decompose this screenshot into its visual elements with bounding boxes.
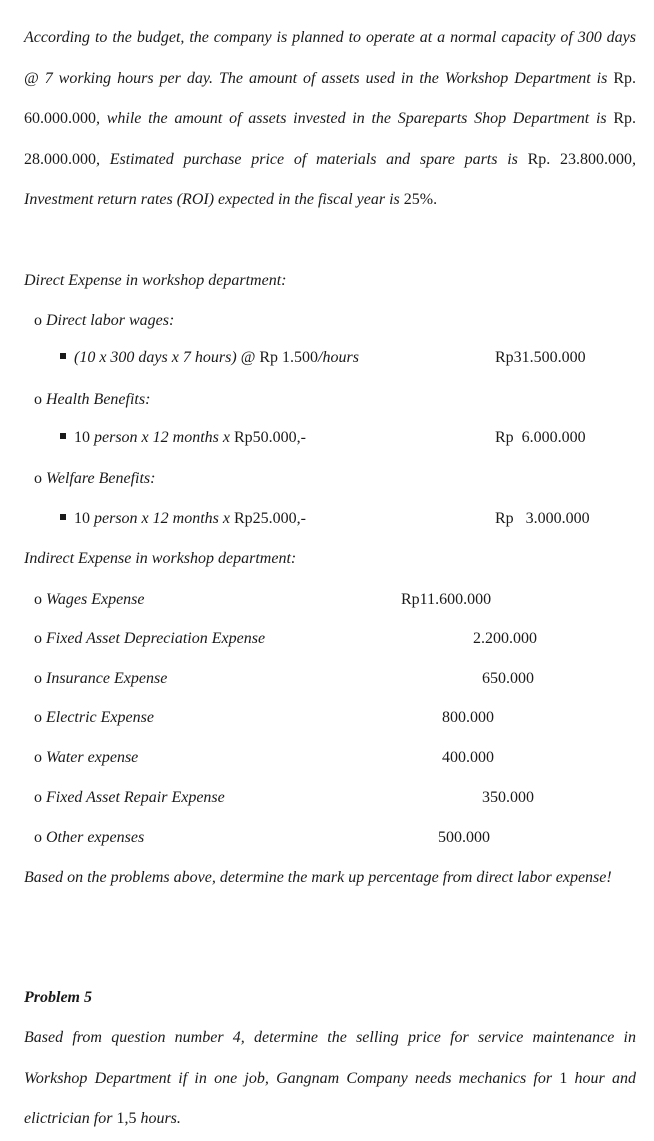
health-rate: Rp50.000,-	[233, 429, 306, 446]
problem-5-title: Problem 5	[24, 989, 92, 1006]
indirect-amount-insurance: 650.000	[482, 670, 534, 687]
welfare-count: 10	[74, 510, 94, 527]
indirect-item-label: Fixed Asset Depreciation Expense	[46, 630, 266, 647]
health-amount: Rp 6.000.000	[495, 429, 586, 446]
indirect-amount-depreciation: 2.200.000	[473, 630, 537, 647]
indirect-item-label: Other expenses	[46, 829, 145, 846]
problem-5-text-c: hours.	[136, 1110, 181, 1127]
direct-labor-item	[34, 311, 174, 331]
materials-price-value: Rp. 23.800.000	[527, 150, 633, 168]
direct-labor-calc	[60, 348, 359, 368]
circle-bullet-icon: o	[34, 312, 42, 329]
indirect-amount-water: 400.000	[442, 749, 494, 766]
circle-bullet-icon: o	[34, 789, 42, 806]
circle-bullet-icon: o	[34, 670, 42, 687]
problem-5-hour-2: 1,5	[116, 1110, 137, 1127]
health-calc-text: person x 12 months x	[94, 429, 234, 446]
indirect-item-label: Fixed Asset Repair Expense	[46, 789, 225, 806]
indirect-item-water	[34, 748, 138, 768]
health-benefits-item	[34, 390, 150, 410]
welfare-benefits-calc	[60, 509, 306, 529]
indirect-item-label: Insurance Expense	[46, 670, 168, 687]
square-bullet-icon	[60, 514, 66, 520]
indirect-item-wages	[34, 590, 145, 610]
question-4-text: Based on the problems above, determine the mark up percentage from direct labor expense!	[24, 869, 612, 886]
indirect-item-repair	[34, 788, 225, 808]
labor-amount: Rp31.500.000	[495, 349, 586, 366]
indirect-item-electric	[34, 708, 154, 728]
intro-text-2: , while the amount of assets invested in the Spareparts Shop Department is	[96, 110, 614, 127]
labor-rate: Rp 1.500	[259, 349, 319, 366]
circle-bullet-icon: o	[34, 709, 42, 726]
indirect-item-depreciation	[34, 629, 265, 649]
workshop-assets-value: Rp. 60.000.000	[24, 69, 636, 127]
direct-expense-heading: Direct Expense in workshop department:	[24, 272, 287, 289]
circle-bullet-icon: o	[34, 591, 42, 608]
direct-labor-label: Direct labor wages:	[46, 312, 175, 329]
indirect-amount-wages: Rp11.600.000	[401, 591, 492, 608]
circle-bullet-icon: o	[34, 829, 42, 846]
indirect-item-insurance	[34, 669, 167, 689]
indirect-amount-repair: 350.000	[482, 789, 534, 806]
indirect-item-other	[34, 828, 144, 848]
indirect-item-label: Wages Expense	[46, 591, 145, 608]
problem-5-hour-1: 1	[559, 1069, 568, 1087]
intro-text-3: , Estimated purchase price of materials and spare parts is	[96, 150, 528, 168]
labor-unit: /hours	[318, 349, 359, 366]
indirect-item-label: Electric Expense	[46, 709, 154, 726]
problem-5-text	[24, 1018, 636, 1140]
problem-5-text-a: Based from question number 4, determine the selling price for service maintenance in Workshop Department if in one job, Gangnam Company needs mechanics for	[24, 1029, 636, 1087]
roi-value: 25%	[403, 191, 434, 208]
square-bullet-icon	[60, 353, 66, 359]
intro-text-5: .	[433, 191, 438, 208]
spareparts-assets-value: Rp. 28.000.000	[24, 110, 636, 168]
square-bullet-icon	[60, 433, 66, 439]
welfare-benefits-item	[34, 469, 155, 489]
indirect-amount-other: 500.000	[438, 829, 490, 846]
labor-calc-text: (10 x 300 days x 7 hours) @	[74, 349, 260, 366]
welfare-benefits-label: Welfare Benefits:	[46, 470, 156, 487]
intro-text-1: According to the budget, the company is planned to operate at a normal capacity of 300 days @ 7 working hours per day. The amount of assets used in the Workshop Department is	[24, 29, 636, 87]
welfare-amount: Rp 3.000.000	[495, 510, 590, 527]
indirect-expense-heading: Indirect Expense in workshop department:	[24, 550, 297, 567]
circle-bullet-icon: o	[34, 391, 42, 408]
circle-bullet-icon: o	[34, 470, 42, 487]
health-benefits-calc	[60, 428, 306, 448]
intro-text-4: , Investment return rates (ROI) expected in the fiscal year is	[24, 150, 637, 208]
indirect-amount-electric: 800.000	[442, 709, 494, 726]
health-benefits-label: Health Benefits:	[46, 391, 151, 408]
welfare-rate: Rp25.000,-	[233, 510, 306, 527]
welfare-calc-text: person x 12 months x	[94, 510, 234, 527]
circle-bullet-icon: o	[34, 630, 42, 647]
indirect-item-label: Water expense	[46, 749, 139, 766]
circle-bullet-icon: o	[34, 749, 42, 766]
problem-5-text-b: hour and elictrician for	[24, 1069, 636, 1127]
intro-paragraph	[24, 18, 636, 221]
health-count: 10	[74, 429, 94, 446]
